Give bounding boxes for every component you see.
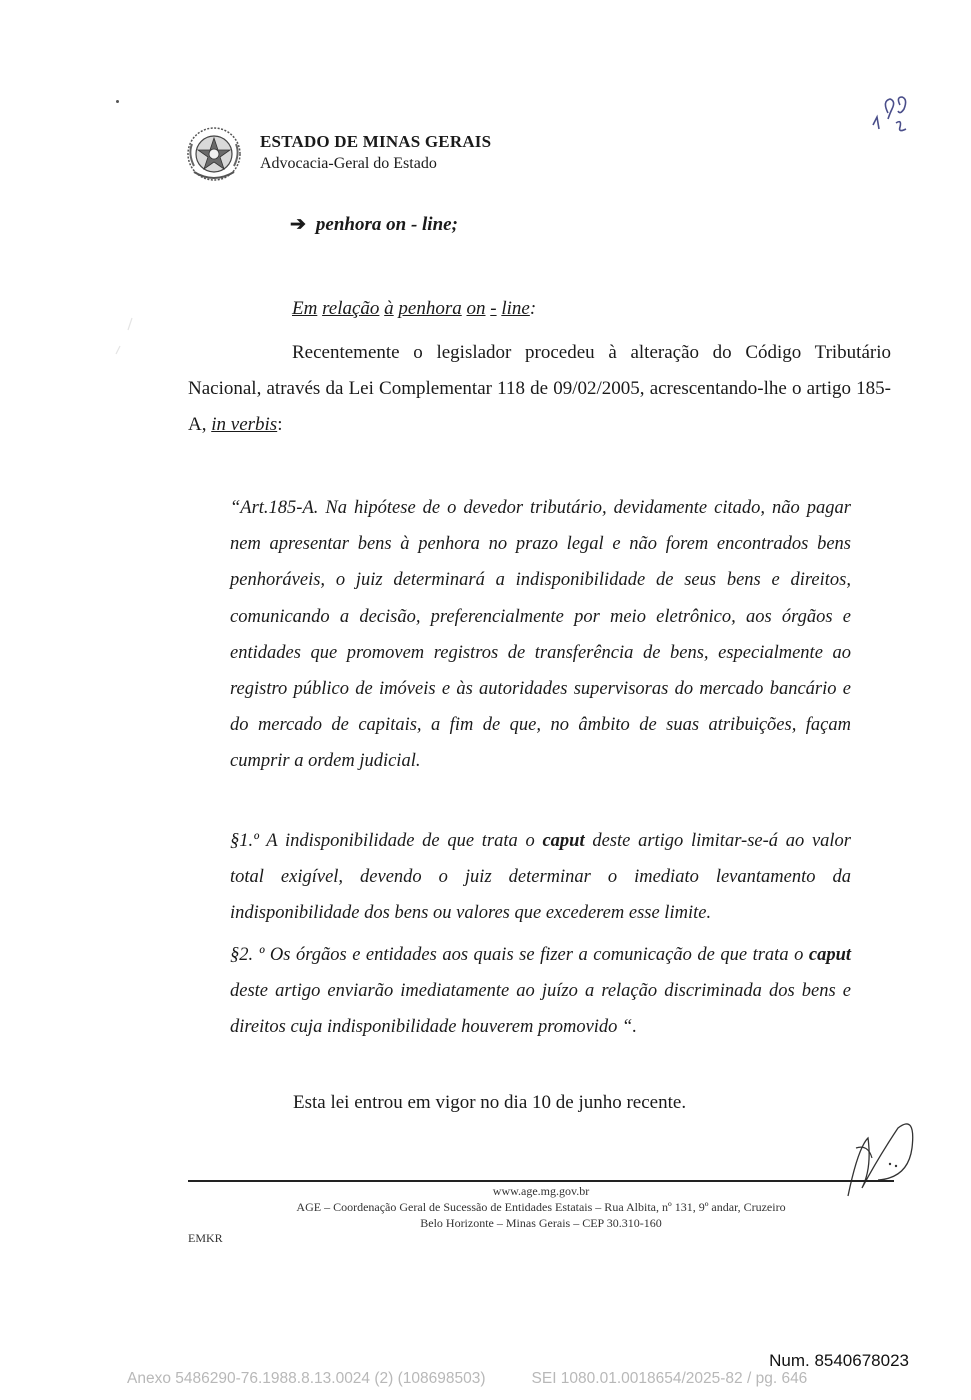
quote-text: §2. º Os órgãos e entidades aos quais se fizer a comunicação de que trata o (230, 945, 804, 965)
footer-initials: EMKR (188, 1231, 223, 1245)
heading-word: on (466, 298, 486, 319)
quoted-paragraph-1 (230, 823, 851, 932)
bullet-item (290, 213, 458, 236)
footer-website: www.age.mg.gov.br (492, 1184, 590, 1198)
quote-caput: caput (808, 945, 851, 965)
heading-colon: : (529, 298, 537, 319)
footer-address-line1: AGE – Coordenação Geral de Sucessão de Entidades Estatais – Rua Albita, nº 131, 9º andar, Cruzeiro (296, 1200, 786, 1214)
scan-mark (110, 310, 140, 370)
heading-word: à (384, 298, 394, 319)
heading-word: Em (292, 298, 318, 319)
scan-speck (116, 100, 119, 103)
intro-text: Recentemente o legislador procedeu à alteração do Código Tributário Nacional, através da Lei Complementar 118 de 09/02/2005, acrescentando-lhe o artigo 185-A, (188, 342, 891, 435)
handwritten-page-number (870, 95, 920, 140)
quoted-paragraph-2 (230, 937, 851, 1046)
quoted-article: “Art.185-A. Na hipótese de o devedor tributário, devidamente citado, não pagar nem apresentar bens à penhora no prazo legal e não forem encontrados bens penhoráveis, o juiz determinará a indisponibilidade de seus bens e direitos, comunicando a decisão, preferencialmente por meio eletrônico, aos órgãos e entidades que promovem registros de transferência de bens, especialmente ao registro público de imóveis e às autoridades supervisoras do mercado bancário e do mercado de capitais, a fim de que, no âmbito de suas atribuições, façam cumprir a ordem judicial. (230, 498, 851, 772)
intro-paragraph (188, 335, 891, 443)
sei-id: SEI 1080.01.0018654/2025-82 / pg. 646 (531, 1370, 808, 1387)
closing-sentence: Esta lei entrou em vigor no dia 10 de junho recente. (293, 1092, 687, 1113)
state-seal-icon (186, 124, 242, 184)
quote-text: §1.º A indisponibilidade de que trata o (230, 831, 535, 851)
arrow-right-icon: ➔ (290, 214, 306, 235)
annex-stamp (127, 1370, 853, 1388)
quote-caput: caput (542, 831, 585, 851)
heading-word: penhora (398, 298, 462, 319)
quote-text: deste artigo limitar-se-á ao valor total exigível, devendo o juiz determinar o imediato levantamento da indisponibilidade dos bens ou valores que excederem esse limite. (230, 831, 852, 924)
document-number: Num. 8540678023 (769, 1351, 909, 1370)
intro-colon: : (277, 414, 283, 435)
heading-word: line (501, 298, 530, 319)
annex-id: Anexo 5486290-76.1988.8.13.0024 (2) (108698503) (127, 1370, 486, 1387)
section-heading (292, 298, 536, 320)
header-subtitle: Advocacia-Geral do Estado (260, 155, 437, 172)
footer-divider (188, 1180, 894, 1182)
heading-word: relação (322, 298, 380, 319)
in-verbis: in verbis (211, 414, 278, 435)
header-title: ESTADO DE MINAS GERAIS (260, 132, 492, 151)
footer-address-line2: Belo Horizonte – Minas Gerais – CEP 30.310-160 (420, 1216, 662, 1230)
heading-word: - (490, 298, 497, 319)
bullet-text: penhora on - line; (315, 214, 458, 235)
quote-text: deste artigo enviarão imediatamente ao juízo a relação discriminada dos bens e direitos cuja indisponibilidade houverem promovido “. (230, 981, 851, 1038)
